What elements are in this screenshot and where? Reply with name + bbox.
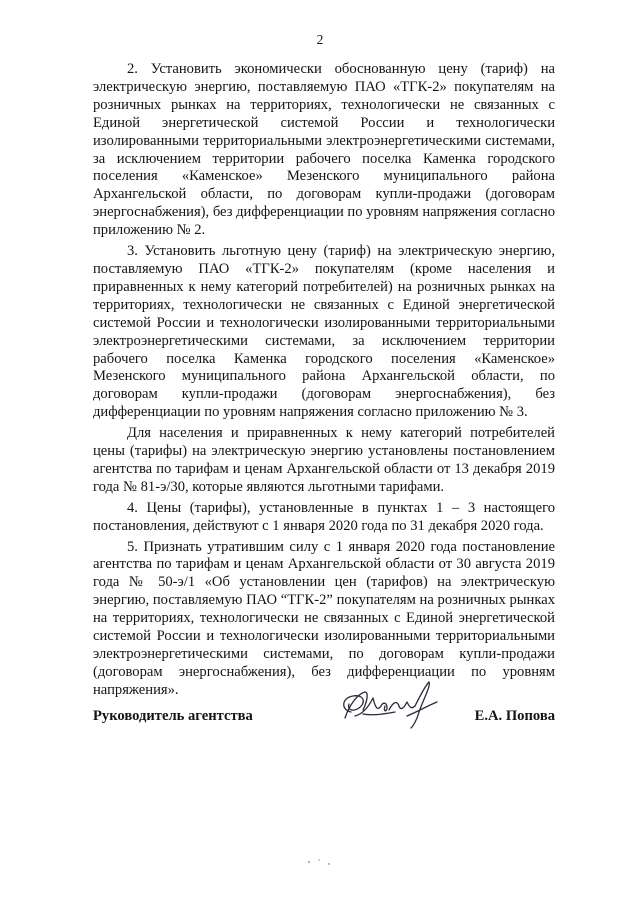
paragraph-item-5: 5. Признать утратившим силу с 1 января 2020 года постановление агентства по тарифам и ценам Архангельской области от 30 августа 2019 года № 50-э/1 «Об установлении цен (тарифов) на электрическую энергию, поставляемую ПАО “ТГК-2” покупателям на розничных рынках на территориях, технологически не связанных с Единой энергетической системой России и технологически изолированными территориальными электроэнергетическими системами, по договорам купли-продажи (договорам энергоснабжения), без дифференциации по уровням напряжения». — [93, 538, 555, 698]
document-body — [93, 61, 555, 700]
page-number: 2 — [316, 32, 324, 47]
signature-block — [93, 676, 555, 736]
paragraph-item-4: 4. Цены (тарифы), установленные в пунктах 1 – 3 настоящего постановления, действуют с 1 января 2020 года по 31 декабря 2020 года. — [93, 499, 555, 534]
scan-specks — [305, 856, 335, 868]
signer-title: Руководитель агентства — [93, 708, 253, 724]
paragraph-item-2: 2. Установить экономически обоснованную цену (тариф) на электрическую энергию, поставляемую ПАО «ТГК-2» покупателям на розничных рынках на территориях, технологически не связанных с Единой энергетической системой России и технологически изолированными территориальными электроэнергетическими системами, за исключением территории рабочего поселка Каменка городского поселения «Каменское» Мезенского муниципального района Архангельской области, по договорам купли-продажи (договорам энергоснабжения), без дифференциации по уровням напряжения согласно приложению № 2. — [93, 61, 555, 239]
paragraph-item-3: 3. Установить льготную цену (тариф) на электрическую энергию, поставляемую ПАО «ТГК-2» покупателям (кроме населения и приравненных к нему категорий потребителей) на розничных рынках на территориях, технологически не связанных с Единой энергетической системой России и технологически изолированными территориальными электроэнергетическими системами, за исключением территории рабочего поселка Каменка городского поселения «Каменское» Мезенского муниципального района Архангельской области, по договорам купли-продажи (договорам энергоснабжения), без дифференциации по уровням напряжения согласно приложению № 3. — [93, 243, 555, 421]
paragraph-population-note: Для населения и приравненных к нему категорий потребителей цены (тарифы) на электрическую энергию установлены постановлением агентства по тарифам и ценам Архангельской области от 13 декабря 2019 года № 81-э/30, которые являются льготными тарифами. — [93, 425, 555, 495]
handwritten-signature — [333, 676, 443, 731]
signer-name: Е.А. Попова — [474, 708, 555, 724]
